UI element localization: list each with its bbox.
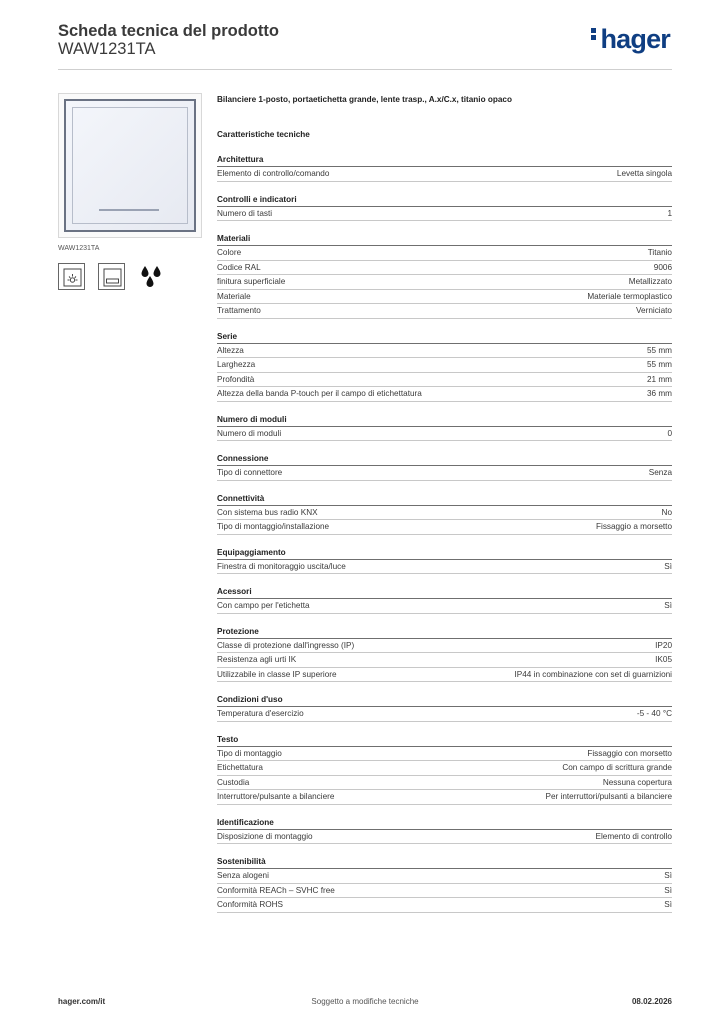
section-title: Numero di moduli bbox=[217, 413, 672, 427]
spec-label: Etichettatura bbox=[217, 763, 263, 772]
spec-row bbox=[217, 898, 672, 913]
spec-label: Larghezza bbox=[217, 360, 256, 369]
section-title: Sostenibilità bbox=[217, 855, 672, 869]
section-title: Equipaggiamento bbox=[217, 546, 672, 560]
section-title: Protezione bbox=[217, 625, 672, 639]
spec-value: -5 - 40 °C bbox=[636, 709, 672, 718]
spec-row bbox=[217, 639, 672, 654]
spec-value: Sì bbox=[664, 601, 672, 610]
spec-label: Numero di tasti bbox=[217, 208, 273, 218]
spec-row bbox=[217, 427, 672, 442]
spec-row bbox=[217, 275, 672, 290]
spec-label: Altezza della banda P-touch per il campo di etichettatura bbox=[217, 389, 422, 398]
spec-value: 36 mm bbox=[646, 389, 672, 398]
spec-row bbox=[217, 599, 672, 614]
section-title: Identificazione bbox=[217, 816, 672, 830]
spec-section bbox=[217, 625, 672, 683]
spec-label: Temperatura d'esercizio bbox=[217, 709, 304, 718]
spec-label: Con campo per l'etichetta bbox=[217, 601, 310, 610]
spec-label: Trattamento bbox=[217, 306, 261, 315]
section-title: Connessione bbox=[217, 452, 672, 466]
spec-label: Resistenza agli urti IK bbox=[217, 655, 297, 664]
spec-value: 0 bbox=[667, 428, 672, 438]
spec-sections bbox=[217, 153, 672, 913]
label-icon bbox=[98, 263, 125, 290]
spec-row bbox=[217, 358, 672, 373]
spec-value: Nessuna copertura bbox=[602, 777, 672, 787]
spec-row bbox=[217, 884, 672, 899]
spec-value: Sì bbox=[664, 885, 672, 895]
spec-value: Fissaggio con morsetto bbox=[587, 748, 672, 758]
spec-value: Sì bbox=[664, 561, 672, 571]
spec-value: Titanio bbox=[647, 248, 672, 257]
spec-row bbox=[217, 246, 672, 261]
product-code: WAW1231TA bbox=[58, 40, 156, 58]
spec-value: Verniciato bbox=[636, 306, 672, 315]
spec-row bbox=[217, 520, 672, 535]
footer-note: Soggetto a modifiche tecniche bbox=[311, 997, 419, 1006]
spec-value: Materiale termoplastico bbox=[587, 291, 672, 301]
spec-value: Elemento di controllo bbox=[595, 831, 672, 841]
product-image bbox=[58, 93, 202, 238]
section-title: Testo bbox=[217, 733, 672, 747]
spec-label: Altezza bbox=[217, 345, 244, 355]
spec-row bbox=[217, 869, 672, 884]
spec-row bbox=[217, 560, 672, 575]
page-footer bbox=[58, 993, 672, 1013]
spec-value: 21 mm bbox=[646, 374, 672, 384]
spec-row bbox=[217, 790, 672, 805]
section-title: Controlli e indicatori bbox=[217, 193, 672, 207]
section-title: Connettività bbox=[217, 492, 672, 506]
spec-row bbox=[217, 466, 672, 481]
spec-section bbox=[217, 452, 672, 481]
footer-website: hager.com/it bbox=[58, 997, 106, 1006]
spec-value: IK05 bbox=[655, 655, 672, 664]
spec-label: Disposizione di montaggio bbox=[217, 831, 313, 841]
spec-label: Colore bbox=[217, 248, 242, 257]
spec-section bbox=[217, 733, 672, 805]
spec-label: Custodia bbox=[217, 777, 250, 787]
spec-value: 55 mm bbox=[646, 360, 672, 369]
spec-row bbox=[217, 830, 672, 845]
spec-value: Sì bbox=[664, 900, 672, 909]
spec-label: Profondità bbox=[217, 374, 255, 384]
spec-section bbox=[217, 585, 672, 614]
spec-label: Interruttore/pulsante a bilanciere bbox=[217, 792, 335, 801]
spec-row bbox=[217, 653, 672, 668]
spec-value: IP20 bbox=[655, 640, 672, 650]
rocker-plate-illustration bbox=[64, 99, 196, 232]
spec-row bbox=[217, 776, 672, 791]
section-title: Architettura bbox=[217, 153, 672, 167]
spec-value: No bbox=[661, 507, 672, 517]
lamp-icon bbox=[58, 263, 85, 290]
spec-section bbox=[217, 855, 672, 913]
spec-section bbox=[217, 232, 672, 319]
spec-value: Senza bbox=[648, 468, 672, 477]
spec-value: 1 bbox=[667, 208, 672, 218]
spec-section bbox=[217, 816, 672, 845]
spec-label: Finestra di monitoraggio uscita/luce bbox=[217, 561, 346, 571]
spec-row bbox=[217, 387, 672, 402]
spec-label: Numero di moduli bbox=[217, 428, 282, 438]
spec-label: Con sistema bus radio KNX bbox=[217, 507, 318, 517]
spec-row bbox=[217, 761, 672, 776]
water-drops-icon bbox=[138, 263, 165, 290]
spec-section bbox=[217, 492, 672, 535]
section-title: Acessori bbox=[217, 585, 672, 599]
section-title: Serie bbox=[217, 330, 672, 344]
spec-label: Materiale bbox=[217, 291, 251, 301]
footer-date: 08.02.2026 bbox=[631, 997, 672, 1006]
page-title: Scheda tecnica del prodotto bbox=[58, 22, 279, 40]
spec-label: Senza alogeni bbox=[217, 871, 269, 880]
section-title: Condizioni d'uso bbox=[217, 693, 672, 707]
spec-row bbox=[217, 506, 672, 521]
spec-row bbox=[217, 167, 672, 182]
logo-text: hager bbox=[600, 24, 670, 54]
spec-value: Metallizzato bbox=[628, 277, 672, 286]
spec-value: Sì bbox=[664, 871, 672, 880]
spec-label: Conformità ROHS bbox=[217, 900, 283, 909]
spec-row bbox=[217, 261, 672, 276]
spec-label: Tipo di montaggio/installazione bbox=[217, 522, 330, 531]
product-description: Bilanciere 1-posto, portaetichetta grande, lente trasp., A.x/C.x, titanio opaco bbox=[217, 95, 512, 104]
spec-value: Levetta singola bbox=[616, 169, 672, 178]
spec-label: Classe di protezione dall'ingresso (IP) bbox=[217, 640, 355, 650]
spec-row bbox=[217, 207, 672, 222]
spec-value: IP44 in combinazione con set di guarnizioni bbox=[514, 669, 672, 679]
spec-label: Tipo di connettore bbox=[217, 468, 283, 477]
spec-label: finitura superficiale bbox=[217, 277, 286, 286]
spec-row bbox=[217, 290, 672, 305]
page-header bbox=[58, 20, 672, 70]
spec-section bbox=[217, 330, 672, 402]
spec-label: Codice RAL bbox=[217, 262, 261, 272]
spec-label: Tipo di montaggio bbox=[217, 748, 282, 758]
spec-row bbox=[217, 668, 672, 683]
tech-heading: Caratteristiche tecniche bbox=[217, 130, 310, 139]
spec-value: 55 mm bbox=[646, 345, 672, 355]
spec-value: Fissaggio a morsetto bbox=[596, 522, 672, 531]
spec-section bbox=[217, 546, 672, 575]
spec-value: Per interruttori/pulsanti a bilanciere bbox=[545, 792, 672, 801]
spec-row bbox=[217, 373, 672, 388]
label-slot bbox=[99, 209, 159, 211]
spec-row bbox=[217, 707, 672, 722]
image-caption: WAW1231TA bbox=[58, 245, 100, 252]
spec-section bbox=[217, 693, 672, 722]
spec-section bbox=[217, 193, 672, 222]
spec-label: Conformità REACh – SVHC free bbox=[217, 885, 335, 895]
spec-row bbox=[217, 304, 672, 319]
spec-row bbox=[217, 747, 672, 762]
spec-value: 9006 bbox=[653, 262, 672, 272]
spec-label: Utilizzabile in classe IP superiore bbox=[217, 669, 337, 679]
spec-value: Con campo di scrittura grande bbox=[562, 763, 672, 772]
spec-row bbox=[217, 344, 672, 359]
spec-section bbox=[217, 153, 672, 182]
section-title: Materiali bbox=[217, 232, 672, 246]
logo-dots-icon bbox=[591, 26, 597, 42]
spec-label: Elemento di controllo/comando bbox=[217, 169, 330, 178]
spec-section bbox=[217, 413, 672, 442]
hager-logo bbox=[591, 24, 670, 55]
spec-sheet bbox=[217, 93, 672, 913]
